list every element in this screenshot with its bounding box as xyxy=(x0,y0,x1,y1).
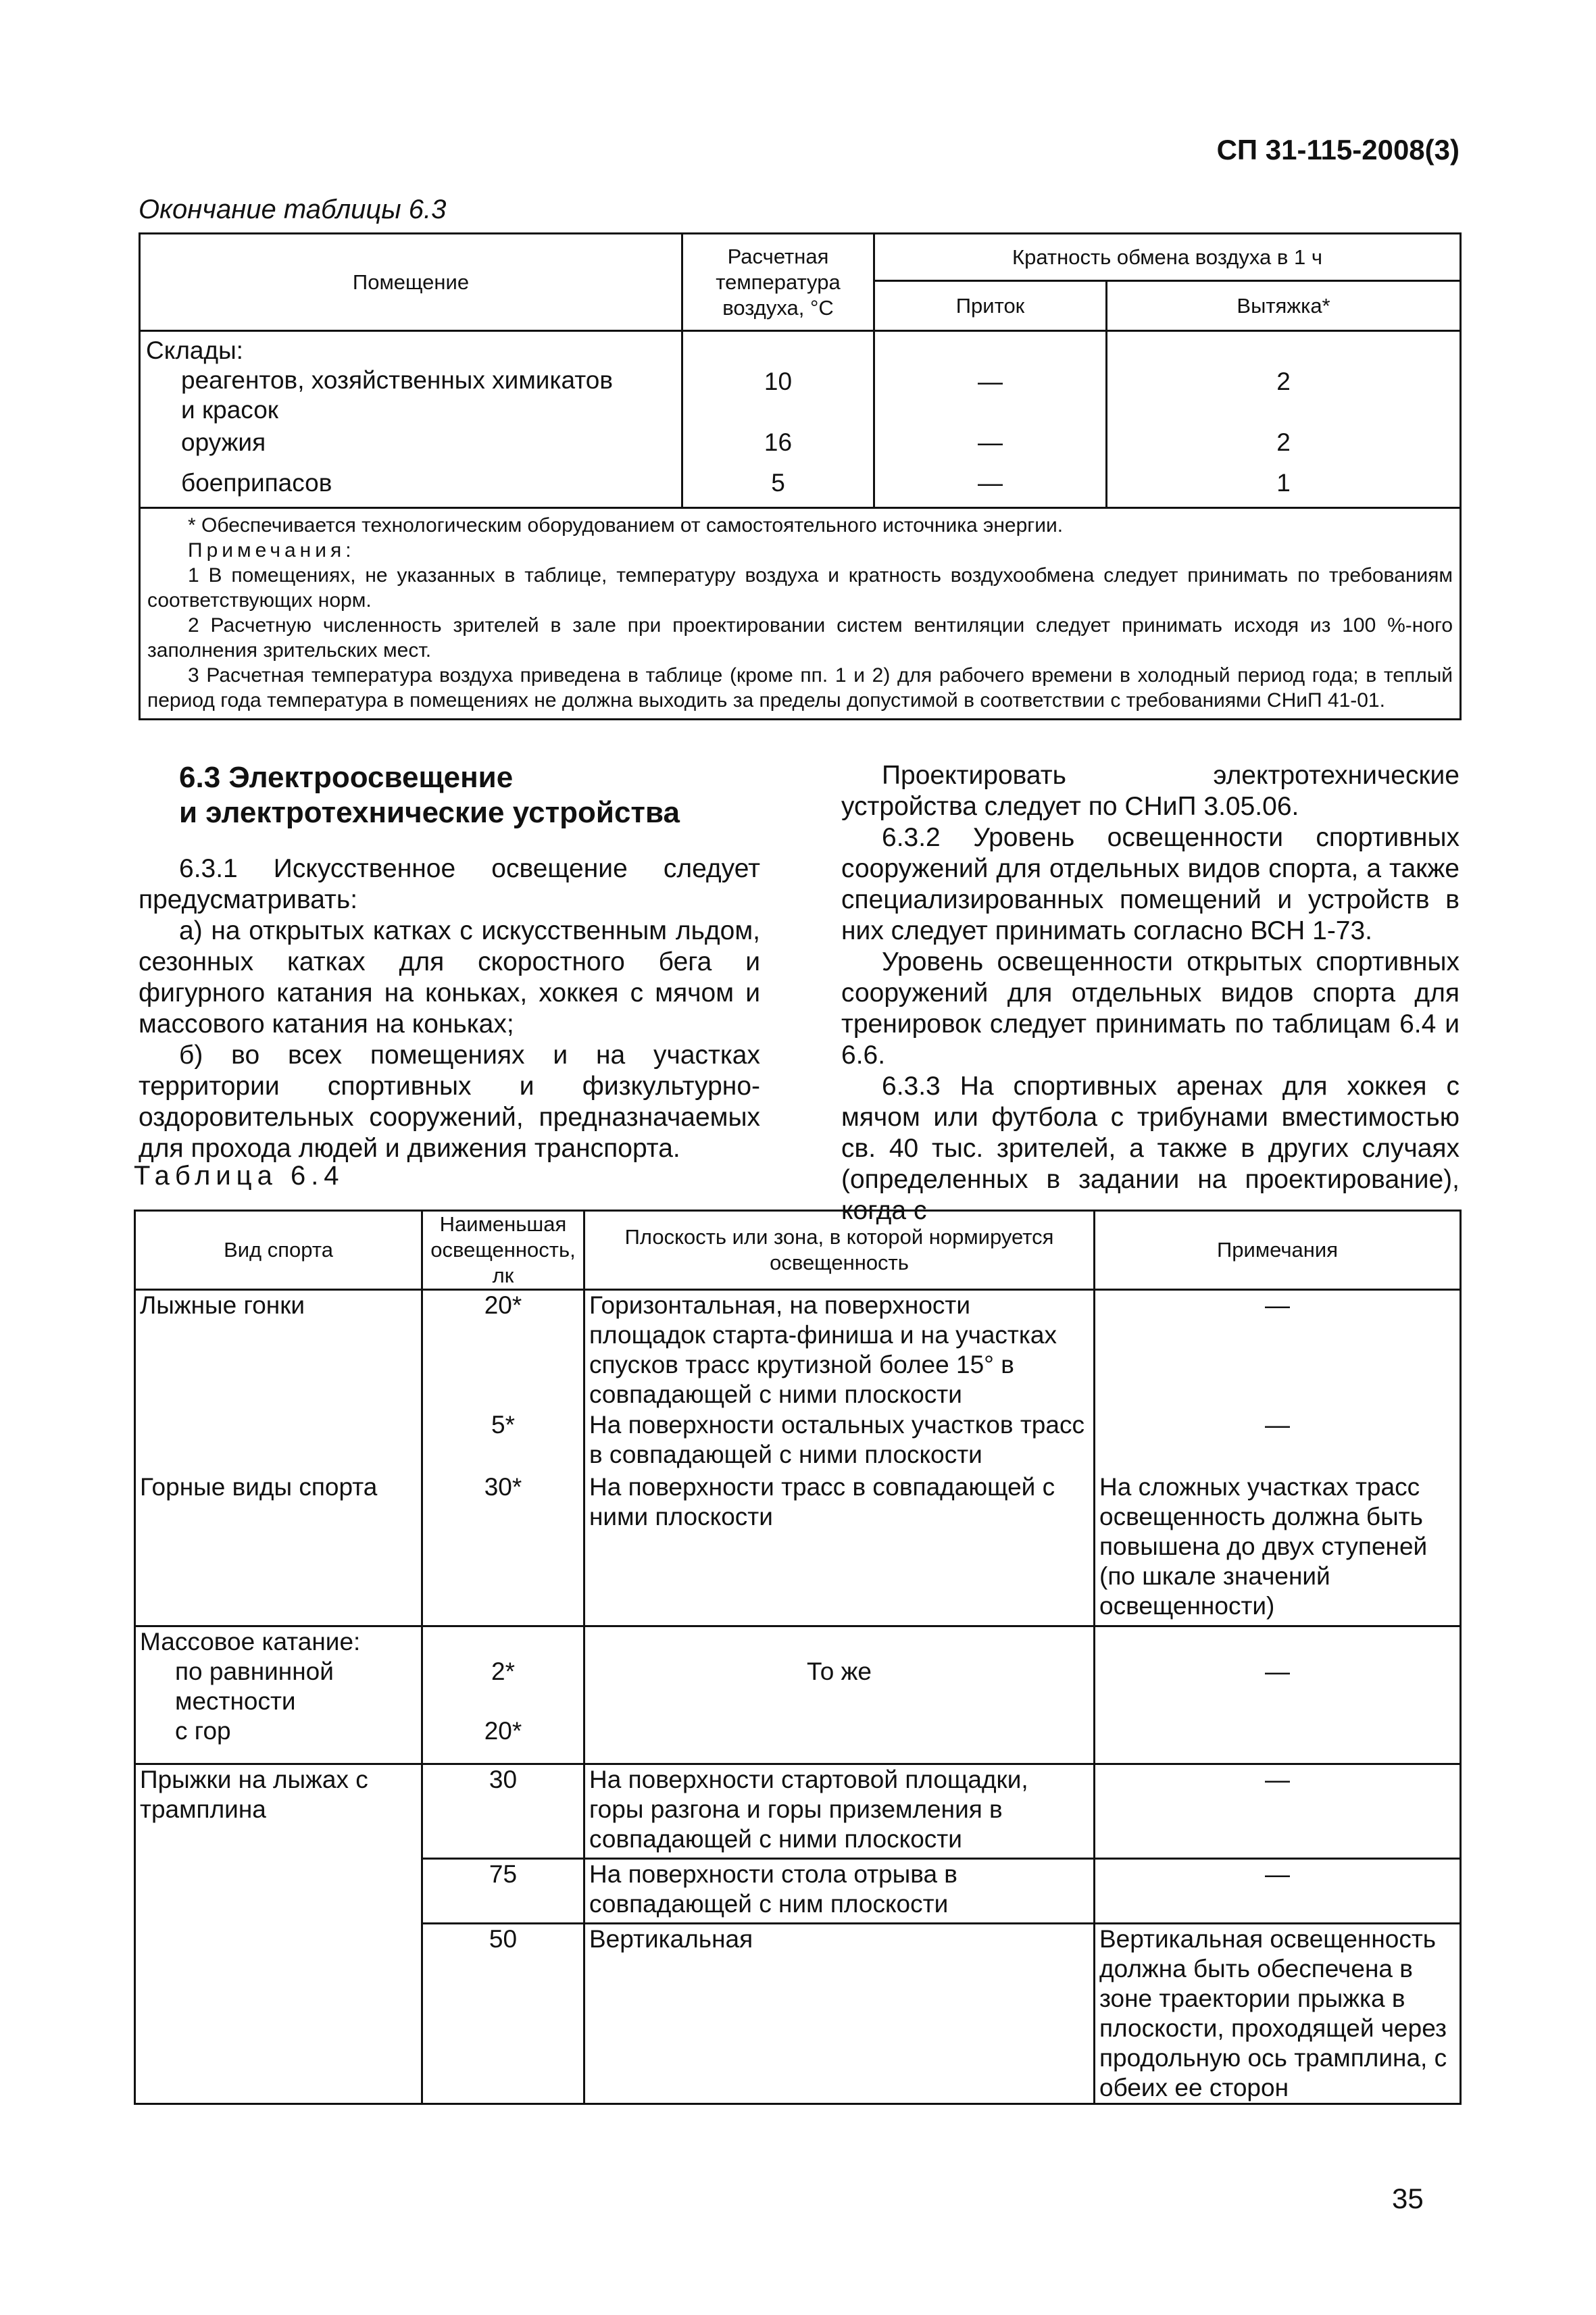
paragraph-item-b: б) во всех помещениях и на участках территории спортивных и физкультурно-оздоровительных сооружений, предназначаемых для прохода людей и движения транспорта. xyxy=(139,1041,760,1163)
note-mass-dash: — xyxy=(1265,1658,1290,1685)
section-title-line-1: 6.3 Электроосвещение xyxy=(179,761,514,794)
row-ammo-inflow: — xyxy=(874,466,1107,507)
header-air-exchange: Кратность обмена воздуха в 1 ч xyxy=(874,234,1461,281)
lux-mass-hills: 20* xyxy=(484,1717,522,1745)
lux-ski-jump-1: 30 xyxy=(422,1764,584,1859)
row-reagents-exhaust: 2 xyxy=(1107,331,1461,426)
row-weapons-inflow: — xyxy=(874,425,1107,466)
table-6-3-caption: Окончание таблицы 6.3 xyxy=(139,195,447,224)
sport-mass-flat: по равнинной местности xyxy=(175,1658,334,1715)
lux-mass-skating xyxy=(422,1626,584,1764)
paragraph-outdoor-lighting: Уровень освещенности открытых спортивных сооружений для отдельных видов спорта для тренировок следует принимать по таблицам 6.4 и 6.6. xyxy=(841,947,1460,1070)
sport-mass-skating xyxy=(135,1626,422,1764)
plane-ski-jump-3: Вертикальная xyxy=(584,1924,1095,2104)
note-alpine: На сложных участках трасс освещенность должна быть повышена до двух ступеней (по шкале значений освещенности) xyxy=(1095,1472,1461,1626)
header-room: Помещение xyxy=(140,234,682,331)
header-plane: Плоскость или зона, в которой нормируется освещенность xyxy=(584,1211,1095,1290)
sport-mass-skating-label: Массовое катание: xyxy=(140,1628,361,1656)
section-title xyxy=(139,760,760,830)
plane-ski-jump-2: На поверхности стола отрыва в совпадающей с ним плоскости xyxy=(584,1859,1095,1924)
lux-ski-race-1: 20* xyxy=(422,1290,584,1410)
right-column xyxy=(841,760,1460,1226)
row-name-reagents-cont: и красок xyxy=(181,396,278,424)
header-notes: Примечания xyxy=(1095,1211,1461,1290)
row-weapons-temp: 16 xyxy=(682,425,874,466)
lux-alpine: 30* xyxy=(422,1472,584,1626)
row-ammo-name xyxy=(140,466,682,507)
sport-ski-race-cont xyxy=(135,1410,422,1472)
plane-ski-jump-1: На поверхности стартовой площадки, горы разгона и горы приземления в совпадающей с ними плоскости xyxy=(584,1764,1095,1859)
note-1: 1 В помещениях, не указанных в таблице, температуру воздуха и кратность воздухообмена следует принимать по требованиям соответствующих норм. xyxy=(147,564,1453,612)
note-2: 2 Расчетную численность зрителей в зале при проектировании систем вентиляции следует принимать исходя из 100 %-ного заполнения зрительских мест. xyxy=(147,614,1453,662)
group-label: Склады: xyxy=(146,337,243,364)
row-name-ammo: боеприпасов xyxy=(181,469,332,497)
sport-ski-jump-cont-2 xyxy=(135,1924,422,2104)
table-6-4-caption: Таблица 6.4 xyxy=(134,1161,345,1191)
row-reagents-inflow: — xyxy=(874,331,1107,426)
header-temp-line-2: температура xyxy=(716,270,841,294)
row-ammo-temp: 5 xyxy=(682,466,874,507)
footnote: * Обеспечивается технологическим оборудованием от самостоятельного источника энергии. xyxy=(188,514,1064,537)
sport-mass-hills: с гор xyxy=(175,1717,231,1745)
header-exhaust: Вытяжка* xyxy=(1107,281,1461,331)
sport-ski-jump-cont xyxy=(135,1859,422,1924)
header-temp-line-3: воздуха, °С xyxy=(722,295,834,320)
plane-alpine: На поверхности трасс в совпадающей с ними плоскости xyxy=(584,1472,1095,1626)
header-lux: Наименьшая освещенность, лк xyxy=(422,1211,584,1290)
header-inflow: Приток xyxy=(874,281,1107,331)
note-3: 3 Расчетная температура воздуха приведена в таблице (кроме пп. 1 и 2) для рабочего времени в холодный период года; в теплый период года температура в помещениях не должна выходить за пределы допустимой в соответствии с требованиями СНиП 41-01. xyxy=(147,664,1453,712)
lux-ski-jump-2: 75 xyxy=(422,1859,584,1924)
row-weapons-exhaust: 2 xyxy=(1107,425,1461,466)
paragraph-item-a: а) на открытых катках с искусственным льдом, сезонных катках для скоростного бега и фигурного катания на коньках, хоккея с мячом и массового катания на коньках; xyxy=(139,916,760,1039)
document-code: СП 31-115-2008(3) xyxy=(1216,134,1460,166)
row-weapons-name xyxy=(140,425,682,466)
row-ammo-exhaust: 1 xyxy=(1107,466,1461,507)
paragraph-6-3-1: 6.3.1 Искусственное освещение следует предусматривать: xyxy=(139,854,760,914)
row-reagents-temp: 10 xyxy=(682,331,874,426)
paragraph-6-3-3: 6.3.3 На спортивных аренах для хоккея с мячом или футбола с трибунами вместимостью св. 40 тыс. зрителей, а также в других случаях (определенных в задании на проектирование), когда с xyxy=(841,1072,1460,1225)
row-name-weapons: оружия xyxy=(181,428,266,456)
note-mass-skating xyxy=(1095,1626,1461,1764)
left-column xyxy=(139,760,760,1164)
header-temp-line-1: Расчетная xyxy=(727,244,829,268)
sport-alpine: Горные виды спорта xyxy=(135,1472,422,1626)
row-name-reagents: реагентов, хозяйственных химикатов xyxy=(181,366,613,394)
row-storage-name xyxy=(140,331,682,426)
table-6-3-notes xyxy=(140,507,1461,719)
note-ski-jump-2: — xyxy=(1095,1859,1461,1924)
table-6-4 xyxy=(134,1210,1462,2105)
notes-title: Примечания: xyxy=(188,539,355,562)
lux-ski-race-2: 5* xyxy=(422,1410,584,1472)
lux-mass-flat: 2* xyxy=(491,1658,515,1685)
lux-ski-jump-3: 50 xyxy=(422,1924,584,2104)
note-ski-race-1: — xyxy=(1095,1290,1461,1410)
paragraph-electrical: Проектировать электротехнические устройства следует по СНиП 3.05.06. xyxy=(841,761,1460,821)
header-sport: Вид спорта xyxy=(135,1211,422,1290)
note-ski-jump-3: Вертикальная освещенность должна быть обеспечена в зоне траектории прыжка в плоскости, проходящей через продольную ось трамплина, с обеих ее сторон xyxy=(1095,1924,1461,2104)
note-ski-race-2: — xyxy=(1095,1410,1461,1472)
sport-ski-race: Лыжные гонки xyxy=(135,1290,422,1410)
plane-same: То же xyxy=(807,1658,872,1685)
table-6-3 xyxy=(139,232,1462,720)
paragraph-6-3-2: 6.3.2 Уровень освещенности спортивных сооружений для отдельных видов спорта, а также специализированных помещений и устройств в них следует принимать согласно ВСН 1-73. xyxy=(841,823,1460,945)
page-number: 35 xyxy=(1392,2183,1424,2214)
plane-mass-skating xyxy=(584,1626,1095,1764)
section-title-line-2: и электротехнические устройства xyxy=(179,796,680,829)
plane-ski-race-1: Горизонтальная, на поверхности площадок старта-финиша и на участках спусков трасс крутизной более 15° в совпадающей с ними плоскости xyxy=(584,1290,1095,1410)
note-ski-jump-1: — xyxy=(1095,1764,1461,1859)
header-temperature xyxy=(682,234,874,331)
sport-ski-jump: Прыжки на лыжах с трамплина xyxy=(135,1764,422,1859)
plane-ski-race-2: На поверхности остальных участков трасс в совпадающей с ними плоскости xyxy=(584,1410,1095,1472)
